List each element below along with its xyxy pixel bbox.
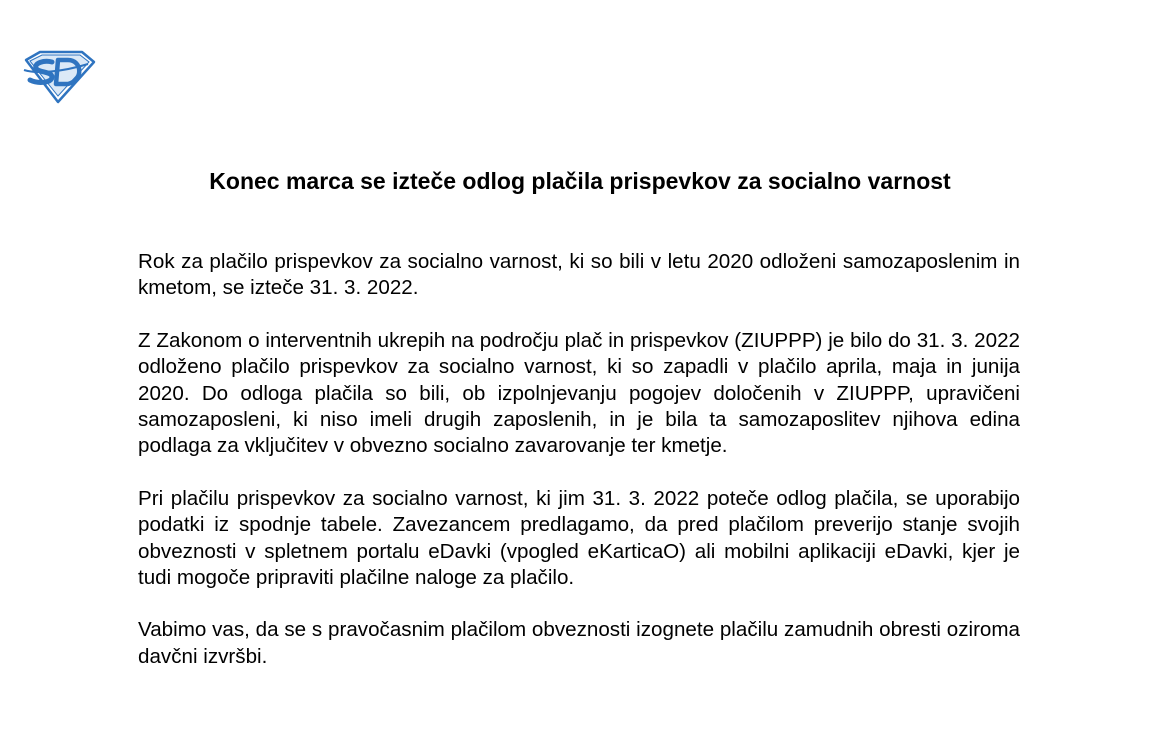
sd-logo-icon xyxy=(22,50,96,104)
paragraph-invitation: Vabimo vas, da se s pravočasnim plačilom obveznosti izognete plačilu zamudnih obresti oziroma davčni izvršbi. xyxy=(138,618,1020,668)
paragraph-deadline: Rok za plačilo prispevkov za socialno varnost, ki so bili v letu 2020 odloženi samozaposlenim in kmetom, se izteče 31. 3. 2022. xyxy=(138,250,1020,300)
document-title: Konec marca se izteče odlog plačila prispevkov za socialno varnost xyxy=(209,168,951,194)
paragraph-ziuppp: Z Zakonom o interventnih ukrepih na področju plač in prispevkov (ZIUPPP) je bilo do 31. 3. 2022 odloženo plačilo prispevkov za socialno varnost, ki so zapadli v plačilo aprila, maja in junija 2020. Do odloga plačila so bili, ob izpolnjevanju pogojev določenih v ZIUPPP, upravičeni samozaposleni, ki niso imeli drugih zaposlenih, in je bila ta samozaposlitev njihova edina podlaga za vključitev v obvezno socialno zavarovanje ter kmetje. xyxy=(138,328,1020,458)
paragraph-payment-info: Pri plačilu prispevkov za socialno varnost, ki jim 31. 3. 2022 poteče odlog plačila, se uporabijo podatki iz spodnje tabele. Zavezancem predlagamo, da pred plačilom preverijo stanje svojih obveznosti v spletnem portalu eDavki (vpogled eKarticaO) ali mobilni aplikaciji eDavki, kjer je tudi mogoče pripraviti plačilne naloge za plačilo. xyxy=(138,486,1020,590)
document-body xyxy=(138,249,1020,696)
